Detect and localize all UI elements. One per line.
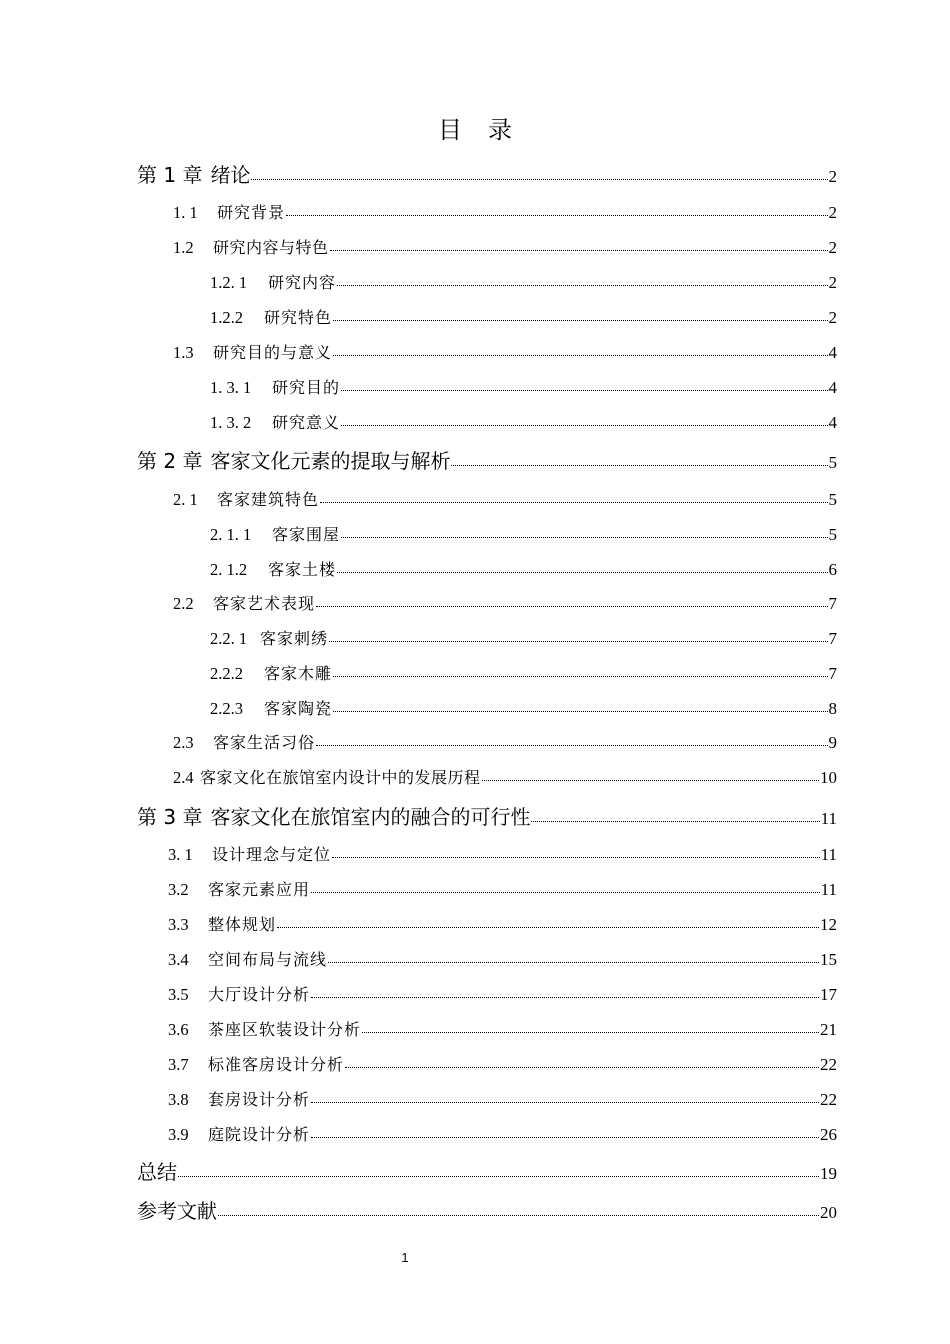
dot-leader [333,307,827,324]
dot-leader [482,767,819,784]
dot-leader [320,489,827,506]
toc-entry-title: 客家文化在旅馆室内的融合的可行性 [210,805,531,829]
dot-leader [345,1054,819,1071]
dot-leader [332,844,820,861]
toc-entry-2-2-1[interactable] [210,626,837,652]
toc-entry-page: 8 [828,699,837,718]
toc-entry-number: 1. 3. 1 [210,378,252,397]
toc-entry-2-3[interactable] [173,730,837,756]
dot-leader [311,1124,819,1141]
toc-entry-2-1-1[interactable] [210,522,837,548]
dot-leader [337,559,827,576]
toc-entry-title: 客家艺术表现 [213,594,316,613]
toc-entry-3-7[interactable] [168,1052,837,1078]
toc-entry-page: 12 [820,915,837,934]
toc-entry-title: 参考文献 [137,1199,217,1223]
toc-entry-page: 2 [828,167,837,186]
dot-leader [251,162,827,182]
toc-entry-number: 3.2 [168,880,189,899]
dot-leader [337,272,827,289]
toc-entry-2-2-3[interactable] [210,696,837,722]
toc-entry-3-6[interactable] [168,1017,837,1043]
toc-entry-page: 2 [828,238,837,257]
toc-entry-title: 客家建筑特色 [217,490,320,509]
dot-leader [316,732,827,749]
toc-entry-3-3[interactable] [168,912,837,938]
toc-entry-chapter-1[interactable] [137,160,837,192]
toc-entry-title: 设计理念与定位 [212,845,332,864]
toc-entry-1-1[interactable] [173,200,837,226]
toc-entry-title: 空间布局与流线 [208,950,328,969]
toc-entry-3-5[interactable] [168,982,837,1008]
toc-entry-title: 研究内容 [268,273,337,292]
toc-entry-3-2[interactable] [168,877,837,903]
dot-leader [178,1159,819,1179]
toc-entry-number: 第 3 章 [137,805,203,829]
dot-leader [311,984,819,1001]
toc-entry-number: 3.8 [168,1090,189,1109]
dot-leader [362,1019,819,1036]
toc-entry-chapter-2[interactable] [137,446,837,478]
toc-entry-title: 客家刺绣 [260,629,329,648]
dot-leader [330,237,828,254]
toc-entry-summary[interactable] [137,1157,837,1189]
toc-entry-number: 2. 1.2 [210,560,248,579]
toc-entry-number: 2.2.3 [210,699,243,718]
toc-entry-title: 客家文化元素的提取与解析 [210,449,451,473]
toc-entry-1-2-2[interactable] [210,305,837,331]
toc-entry-page: 4 [828,413,837,432]
dot-leader [341,412,827,429]
toc-entry-page: 4 [828,343,837,362]
toc-entry-title: 整体规划 [208,915,277,934]
footer-page-number: 1 [401,1250,409,1265]
toc-entry-title: 总结 [137,1160,177,1184]
toc-entry-page: 7 [828,664,837,683]
dot-leader [311,1089,819,1106]
toc-entry-title: 客家生活习俗 [213,733,316,752]
toc-entry-number: 第 2 章 [137,449,203,473]
toc-entry-title: 研究背景 [217,203,286,222]
toc-entry-page: 15 [820,950,837,969]
toc-entry-title: 客家土楼 [268,560,337,579]
toc-entry-number: 3.9 [168,1125,189,1144]
dot-leader [333,663,827,680]
toc-entry-title: 研究目的 [272,378,341,397]
toc-entry-title: 研究目的与意义 [213,343,333,362]
dot-leader [316,593,827,610]
dot-leader [341,524,827,541]
toc-entry-page: 2 [828,273,837,292]
page-title: 目录 [438,116,538,144]
toc-entry-2-1[interactable] [173,487,837,513]
dot-leader [286,202,827,219]
toc-entry-number: 2.2 [173,594,194,613]
toc-entry-3-8[interactable] [168,1087,837,1113]
dot-leader [311,879,820,896]
toc-entry-1-2-1[interactable] [210,270,837,296]
dot-leader [329,628,827,645]
dot-leader [328,949,819,966]
toc-entry-page: 2 [828,203,837,222]
toc-entry-title: 研究特色 [264,308,333,327]
toc-entry-title: 客家元素应用 [208,880,311,899]
toc-entry-number: 3.7 [168,1055,189,1074]
dot-leader [531,804,819,824]
toc-entry-title: 套房设计分析 [208,1090,311,1109]
toc-entry-2-4[interactable] [173,765,837,791]
toc-entry-page: 6 [828,560,837,579]
toc-entry-1-3-1[interactable] [210,375,837,401]
toc-entry-number: 1. 1 [173,203,198,222]
toc-entry-page: 20 [820,1203,837,1222]
toc-entry-number: 1.2.2 [210,308,243,327]
toc-entry-number: 3.5 [168,985,189,1004]
toc-entry-title: 研究意义 [272,413,341,432]
toc-entry-page: 17 [820,985,837,1004]
toc-entry-page: 21 [820,1020,837,1039]
toc-entry-3-4[interactable] [168,947,837,973]
toc-entry-page: 7 [828,594,837,613]
toc-entry-2-2-2[interactable] [210,661,837,687]
toc-entry-number: 2. 1 [173,490,198,509]
toc-entry-title: 标准客房设计分析 [208,1055,345,1074]
toc-entry-title: 庭院设计分析 [208,1125,311,1144]
toc-entry-page: 19 [820,1164,837,1183]
toc-entry-title: 客家木雕 [264,664,333,683]
toc-entry-page: 5 [828,453,837,472]
toc-entry-title: 研究内容与特色 [213,238,329,257]
toc-entry-page: 5 [828,525,837,544]
toc-entry-1-2[interactable] [173,235,837,261]
dot-leader [333,342,827,359]
toc-entry-number: 2.3 [173,733,194,752]
dot-leader [333,698,827,715]
toc-entry-3-9[interactable] [168,1122,837,1148]
toc-entry-page: 10 [820,768,837,787]
dot-leader [218,1198,819,1218]
toc-entry-page: 2 [828,308,837,327]
toc-entry-number: 第 1 章 [137,163,203,187]
toc-entry-number: 1.3 [173,343,194,362]
toc-entry-number: 1.2. 1 [210,273,248,292]
dot-leader [451,448,827,468]
toc-entry-number: 1. 3. 2 [210,413,252,432]
toc-entry-3-1[interactable] [168,842,837,868]
toc-entry-page: 11 [820,880,837,899]
toc-entry-page: 9 [828,733,837,752]
toc-entry-title: 大厅设计分析 [208,985,311,1004]
toc-entry-number: 2.2. 1 [210,629,248,648]
toc-entry-title: 绪论 [210,163,251,187]
toc-entry-title: 客家文化在旅馆室内设计中的发展历程 [200,768,481,787]
toc-entry-number: 2.2.2 [210,664,243,683]
toc-entry-number: 2. 1. 1 [210,525,252,544]
toc-entry-page: 22 [820,1055,837,1074]
toc-entry-page: 7 [828,629,837,648]
toc-entry-number: 3.6 [168,1020,189,1039]
toc-entry-page: 11 [820,845,837,864]
toc-entry-page: 22 [820,1090,837,1109]
toc-entry-title: 客家陶瓷 [264,699,333,718]
toc-entry-page: 4 [828,378,837,397]
toc-entry-1-3-2[interactable] [210,410,837,436]
toc-entry-page: 11 [820,809,837,828]
toc-entry-chapter-3[interactable] [137,802,837,834]
toc-entry-title: 客家围屋 [272,525,341,544]
toc-entry-number: 2.4 [173,768,194,787]
toc-entry-number: 3.4 [168,950,189,969]
toc-entry-2-1-2[interactable] [210,557,837,583]
dot-leader [277,914,819,931]
toc-entry-number: 3.3 [168,915,189,934]
toc-entry-1-3[interactable] [173,340,837,366]
toc-entry-title: 茶座区软装设计分析 [208,1020,362,1039]
toc-entry-page: 5 [828,490,837,509]
toc-entry-references[interactable] [137,1196,837,1228]
toc-entry-number: 3. 1 [168,845,193,864]
dot-leader [341,377,827,394]
toc-entry-page: 26 [820,1125,837,1144]
toc-entry-number: 1.2 [173,238,194,257]
toc-entry-2-2[interactable] [173,591,837,617]
